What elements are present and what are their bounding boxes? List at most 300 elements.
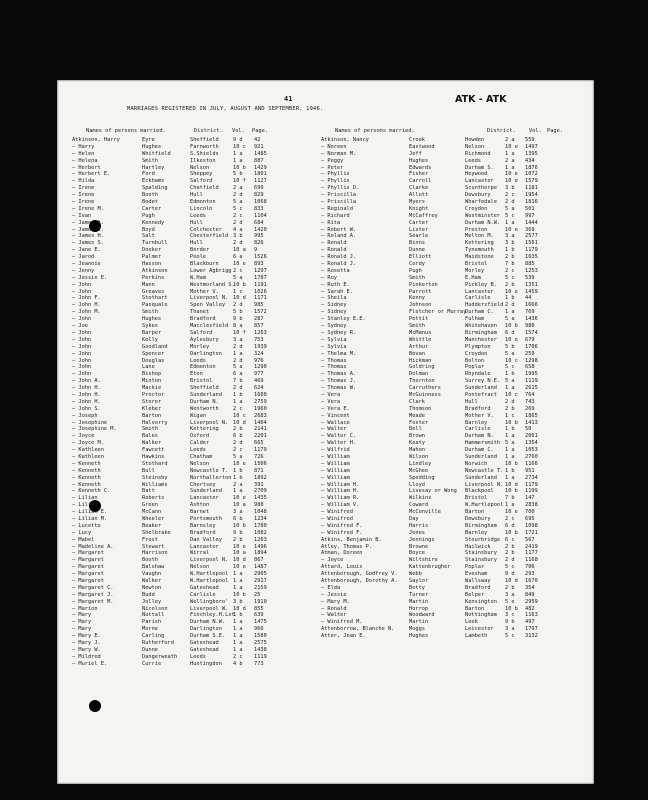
- entry-page: 147: [525, 495, 535, 502]
- entry-name: — John H.: [72, 391, 101, 398]
- register-entry: [321, 302, 589, 309]
- entry-district: Kettering: [465, 240, 494, 247]
- entry-page: 1072: [525, 171, 538, 178]
- entry-volume: 10 a: [233, 247, 246, 254]
- entry-name: — Jarod: [72, 254, 95, 261]
- entry-page: 497: [525, 619, 535, 626]
- register-entry: [72, 295, 317, 302]
- entry-district: Ashton: [190, 502, 210, 509]
- entry-volume: 3 b: [233, 598, 243, 605]
- entry-volume: 10 b: [505, 323, 518, 330]
- entry-district: Leek: [465, 619, 478, 626]
- entry-page: 482: [525, 605, 535, 612]
- entry-spouse-surname: Parrott: [409, 288, 432, 295]
- entry-name: — Herbert: [72, 164, 101, 171]
- register-entry: [72, 337, 317, 344]
- entry-spouse-surname: Thornton: [409, 378, 435, 385]
- register-entry: [72, 468, 317, 475]
- register-entry: [321, 454, 589, 461]
- entry-page: 1572: [254, 309, 267, 316]
- entry-spouse-surname: Kenny: [409, 295, 425, 302]
- entry-volume: 10 e: [233, 495, 246, 502]
- entry-spouse-surname: Coward: [409, 502, 429, 509]
- register-entry: [72, 495, 317, 502]
- register-entry: [72, 364, 317, 371]
- entry-spouse-surname: Smith: [142, 309, 158, 316]
- entry-page: 1234: [254, 515, 267, 522]
- entry-spouse-surname: Fisher: [409, 171, 429, 178]
- entry-page: 2760: [525, 453, 538, 460]
- entry-district: Finchley.H.Lst: [190, 612, 235, 619]
- entry-spouse-surname: Booth: [142, 192, 158, 199]
- entry-district: Huddersfield: [465, 302, 504, 309]
- entry-spouse-surname: Bull: [142, 467, 155, 474]
- right-column: [321, 128, 589, 640]
- entry-district: Northallerton: [190, 474, 232, 481]
- entry-page: 1053: [525, 447, 538, 454]
- entry-district: Wigan: [190, 412, 206, 419]
- entry-volume: 5 a: [233, 364, 243, 371]
- entry-spouse-surname: Beaker: [142, 522, 162, 529]
- entry-page: 2683: [254, 412, 267, 419]
- entry-name: — Sheila: [321, 295, 347, 302]
- entry-district: Ilkeston: [190, 157, 216, 164]
- entry-spouse-surname: Williams: [142, 481, 168, 488]
- entry-page: 1435: [254, 495, 267, 502]
- entry-spouse-surname: Halvorry: [142, 419, 168, 426]
- entry-volume: 1 a: [233, 584, 243, 591]
- entry-page: 764: [525, 391, 535, 398]
- entry-volume: 1 a: [505, 502, 515, 509]
- entry-name: — Sylvia: [321, 343, 347, 350]
- register-entry: [72, 523, 317, 530]
- entry-district: Durham N.: [190, 398, 219, 405]
- entry-name: — Mary M.: [321, 598, 350, 605]
- register-entry: [321, 633, 589, 640]
- entry-volume: 10 b: [505, 488, 518, 495]
- entry-district: Sunderland: [465, 453, 497, 460]
- entry-district: Durham S.: [465, 164, 494, 171]
- entry-volume: 1 a: [233, 626, 243, 633]
- register-entry: [72, 213, 317, 220]
- register-entry: [72, 330, 317, 337]
- entry-district: Hull: [190, 219, 203, 226]
- entry-volume: 6 d: [505, 329, 515, 336]
- entry-spouse-surname: Smith: [409, 274, 425, 281]
- entry-page: 50: [525, 426, 532, 433]
- register-entry: [321, 592, 589, 599]
- entry-volume: 10 e: [233, 261, 246, 268]
- entry-volume: 1 b: [233, 391, 243, 398]
- entry-district: Calder: [190, 440, 210, 447]
- entry-page: 985: [254, 302, 264, 309]
- entry-district: Sunderland: [465, 385, 497, 392]
- register-entry: [321, 619, 589, 626]
- entry-district: Bolton: [465, 357, 485, 364]
- register-entry: [321, 282, 589, 289]
- register-entry: [72, 247, 317, 254]
- entry-spouse-surname: Minton: [142, 378, 162, 385]
- entry-district: Barnley: [465, 419, 488, 426]
- entry-district: Spen Valley: [190, 302, 226, 309]
- entry-name: — Muriel E.: [72, 660, 108, 667]
- entry-page: 976: [254, 357, 264, 364]
- entry-spouse-surname: Frost: [142, 536, 158, 543]
- entry-name: — Margaret C.: [72, 584, 114, 591]
- entry-name: — Kenneth: [72, 474, 101, 481]
- entry-name: — Jenny: [72, 267, 95, 274]
- entry-page: 1191: [254, 281, 267, 288]
- entry-spouse-surname: Bales: [142, 433, 158, 440]
- entry-spouse-surname: Hickman: [409, 357, 432, 364]
- entry-district: Barton: [465, 605, 485, 612]
- entry-spouse-surname: Jones: [409, 529, 425, 536]
- register-entry: [321, 316, 589, 323]
- entry-spouse-surname: Spalding: [142, 185, 168, 192]
- register-entry: [321, 254, 589, 261]
- entry-district: Manchester: [465, 336, 497, 343]
- entry-district: Plympton: [465, 343, 491, 350]
- entry-spouse-surname: Livesay or Wong: [409, 488, 457, 495]
- entry-volume: 2 a: [505, 137, 515, 143]
- register-entry: [72, 564, 317, 571]
- entry-page: 1048: [254, 509, 267, 516]
- register-entry: [321, 509, 589, 516]
- entry-volume: 10 b: [505, 419, 518, 426]
- entry-spouse-surname: Stothard: [142, 460, 168, 467]
- entry-page: 1179: [254, 447, 267, 454]
- entry-spouse-surname: Clarke: [409, 185, 429, 192]
- entry-volume: 1 a: [233, 571, 243, 578]
- entry-name: — Walter C.: [321, 433, 357, 440]
- entry-volume: 10 c: [233, 412, 246, 419]
- entry-district: Chatfield: [190, 185, 219, 192]
- register-entry: [72, 606, 317, 613]
- entry-page: 2759: [254, 398, 267, 405]
- entry-district: Mother V.: [465, 412, 494, 419]
- entry-spouse-surname: Barton: [142, 412, 162, 419]
- entry-volume: 5 a: [505, 316, 515, 323]
- entry-volume: 2 d: [233, 240, 243, 247]
- entry-name: — Helena: [72, 157, 98, 164]
- entry-volume: 3 b: [505, 240, 515, 247]
- entry-page: 658: [525, 364, 535, 371]
- entry-spouse-surname: Salt: [142, 233, 155, 240]
- entry-district: Leeds: [190, 357, 206, 364]
- entry-volume: 2 d: [233, 343, 243, 350]
- entry-page: 287: [254, 316, 264, 323]
- entry-spouse-surname: Dunne: [142, 646, 158, 653]
- entry-name: — Marion: [72, 605, 98, 612]
- register-entry: [72, 358, 317, 365]
- entry-district: Hammersmith: [465, 440, 501, 447]
- register-entry: [72, 488, 317, 495]
- entry-volume: 1 c: [505, 412, 515, 419]
- entry-volume: 10 d: [505, 578, 518, 584]
- entry-volume: 3 a: [233, 509, 243, 516]
- entry-page: 679: [525, 336, 535, 343]
- entry-name: — Ruth E.: [321, 281, 350, 288]
- entry-volume: 10 e: [233, 543, 246, 550]
- entry-district: Newcastle T.: [190, 467, 229, 474]
- register-entry: [321, 468, 589, 475]
- entry-name: — John: [72, 371, 92, 378]
- entry-name: — Peggy: [321, 157, 344, 164]
- entry-volume: 2 d: [233, 192, 243, 199]
- entry-volume: 10 e: [505, 226, 518, 233]
- entry-district: Surrey N.E.: [465, 378, 501, 385]
- entry-name: — John F.: [72, 295, 101, 302]
- entry-name: — Mary: [72, 626, 92, 633]
- entry-spouse-surname: Pinkerton: [409, 281, 438, 288]
- header-page: Page.: [547, 128, 563, 134]
- entry-name: — Madeline A.: [72, 543, 114, 550]
- entry-page: 1298: [525, 357, 538, 364]
- entry-spouse-surname: Hawkins: [142, 453, 165, 460]
- column-headers: [321, 128, 589, 137]
- entry-district: Liverpool N.: [190, 557, 229, 564]
- entry-spouse-surname: Wilson: [409, 453, 429, 460]
- entry-district: Kensington: [465, 598, 497, 605]
- entry-spouse-surname: Storer: [142, 398, 162, 405]
- entry-spouse-surname: Turner: [409, 591, 429, 598]
- entry-district: Poplar: [465, 364, 485, 371]
- entry-volume: 1 b: [505, 295, 515, 302]
- entry-page: 1166: [525, 460, 538, 467]
- entry-page: 1297: [254, 267, 267, 274]
- register-entry: [72, 537, 317, 544]
- entry-spouse-surname: Budd: [142, 591, 155, 598]
- register-entry: [72, 420, 317, 427]
- entry-spouse-surname: Dooker: [142, 247, 162, 254]
- register-entry: [72, 626, 317, 633]
- entry-district: Pontefract: [465, 391, 497, 398]
- entry-spouse-surname: Lister: [409, 226, 429, 233]
- entry-page: 269: [525, 405, 535, 412]
- entry-volume: 2 b: [505, 405, 515, 412]
- entry-page: 773: [254, 660, 264, 667]
- entry-page: 966: [254, 626, 264, 633]
- entry-page: 391: [254, 481, 264, 488]
- entry-district: Gateshead: [190, 646, 219, 653]
- entry-volume: 6 d: [505, 522, 515, 529]
- entry-name: — Stanley E.E.: [321, 316, 366, 323]
- entry-page: 706: [525, 564, 535, 571]
- entry-volume: 4 b: [233, 660, 243, 667]
- entry-page: 639: [254, 612, 264, 619]
- entry-page: 887: [254, 157, 264, 164]
- register-entry: [72, 165, 317, 172]
- entry-spouse-surname: Wheeler: [142, 515, 165, 522]
- entry-spouse-surname: Barper: [142, 329, 162, 336]
- entry-name: — Vera: [321, 391, 341, 398]
- entry-volume: 10 d: [505, 481, 518, 488]
- entry-spouse-surname: Green: [142, 502, 158, 509]
- entry-volume: 10 d: [233, 557, 246, 564]
- entry-volume: 5 a: [233, 453, 243, 460]
- entry-page: 1163: [525, 612, 538, 619]
- entry-volume: 10 b: [505, 605, 518, 612]
- entry-volume: 5 c: [233, 205, 243, 212]
- entry-page: 885: [525, 261, 535, 268]
- entry-volume: 5 a: [505, 205, 515, 212]
- entry-spouse-surname: Fawcett: [142, 447, 165, 454]
- entry-name: — Ronald: [321, 240, 347, 247]
- entry-name: Atkinson, Nancy: [321, 137, 369, 143]
- entry-spouse-surname: Vaughn: [142, 571, 162, 578]
- entry-volume: 1 a: [233, 350, 243, 357]
- entry-page: 1177: [525, 550, 538, 557]
- entry-name: — Lilian E.: [72, 509, 108, 516]
- header-district: District.: [487, 128, 516, 134]
- entry-page: 826: [254, 240, 264, 247]
- entry-page: 753: [254, 336, 264, 343]
- entry-page: 1635: [525, 254, 538, 261]
- entry-district: Morley: [465, 267, 485, 274]
- register-entry: [321, 385, 589, 392]
- entry-page: 293: [525, 571, 535, 578]
- entry-district: Nelson: [465, 143, 485, 150]
- entry-volume: 10 b: [505, 529, 518, 536]
- entry-page: 1082: [254, 529, 267, 536]
- register-entry: [321, 206, 589, 213]
- register-entry: [72, 192, 317, 199]
- entry-page: 1497: [525, 143, 538, 150]
- entry-volume: 5 b: [233, 171, 243, 178]
- entry-spouse-surname: Proctor: [142, 391, 165, 398]
- entry-volume: 10 b: [505, 460, 518, 467]
- entry-page: 665: [254, 440, 264, 447]
- entry-district: Durham N.: [465, 433, 494, 440]
- entry-name: — Ronald J.: [321, 261, 357, 268]
- entry-name: — Ivan: [72, 212, 92, 219]
- entry-volume: 1 a: [505, 385, 515, 392]
- entry-name: — Lucy: [72, 529, 92, 536]
- entry-spouse-surname: Ford: [142, 171, 155, 178]
- register-entry: [321, 330, 589, 337]
- entry-spouse-surname: Eyre: [142, 137, 155, 143]
- entry-name: — John A.: [72, 378, 101, 385]
- entry-name: Atter, Joan E.: [321, 633, 366, 640]
- entry-volume: 3 b: [505, 185, 515, 192]
- entry-spouse-surname: Hughes: [409, 633, 429, 640]
- register-entry: [72, 261, 317, 268]
- register-entry: [321, 413, 589, 420]
- entry-volume: 10 f: [233, 178, 246, 185]
- entry-volume: 7 b: [233, 378, 243, 385]
- entry-volume: 1 b: [505, 426, 515, 433]
- entry-page: 1199: [525, 488, 538, 495]
- entry-page: 559: [525, 137, 535, 143]
- entry-spouse-surname: Searle: [409, 233, 429, 240]
- entry-district: Nelson: [190, 164, 210, 171]
- entry-spouse-surname: Nuttall: [142, 612, 165, 619]
- register-entry: [72, 426, 317, 433]
- entry-page: 1801: [254, 171, 267, 178]
- entry-name: — Mildred: [72, 653, 101, 660]
- register-entry: [321, 502, 589, 509]
- entry-name: — Mary: [72, 619, 92, 626]
- entry-spouse-surname: Smith: [142, 426, 158, 433]
- entry-spouse-surname: Thomson: [409, 405, 432, 412]
- entry-page: 1420: [254, 226, 267, 233]
- entry-district: Carlisle: [465, 426, 491, 433]
- entry-spouse-surname: Webb: [409, 571, 422, 578]
- entry-page: 1865: [525, 412, 538, 419]
- entry-page: 855: [254, 605, 264, 612]
- entry-spouse-surname: Smith: [142, 157, 158, 164]
- register-entry: [321, 289, 589, 296]
- handwritten-index-stamp: ATK - ATK: [455, 94, 507, 105]
- entry-name: — William: [321, 467, 350, 474]
- entry-spouse-surname: Hasson: [142, 261, 162, 268]
- entry-volume: 2 a: [233, 185, 243, 192]
- entry-page: 684: [254, 219, 264, 226]
- entry-page: 1181: [525, 185, 538, 192]
- entry-page: 893: [254, 261, 264, 268]
- entry-page: 2419: [525, 543, 538, 550]
- entry-page: 1171: [254, 295, 267, 302]
- entry-page: 2577: [525, 233, 538, 240]
- entry-district: Westmorland S.: [190, 281, 235, 288]
- entry-spouse-surname: Martin: [409, 619, 429, 626]
- register-entry: [321, 585, 589, 592]
- entry-name: — William: [321, 474, 350, 481]
- entry-spouse-surname: Rutherford: [142, 640, 174, 647]
- header-names: Names of persons married.: [335, 128, 415, 134]
- entry-district: Chesterfield: [190, 233, 229, 240]
- entry-name: — Winifred M.: [321, 619, 363, 626]
- entry-page: 1444: [525, 219, 538, 226]
- entry-district: Norwich: [465, 460, 488, 467]
- register-entry: [321, 426, 589, 433]
- register-entry: [321, 488, 589, 495]
- entry-spouse-surname: Harrison: [142, 550, 168, 557]
- entry-spouse-surname: Turnbull: [142, 240, 168, 247]
- entry-spouse-surname: Parish: [142, 619, 162, 626]
- entry-spouse-surname: Goodland: [142, 343, 168, 350]
- entry-district: Bradford: [465, 584, 491, 591]
- entry-page: 1721: [525, 529, 538, 536]
- register-entry: [72, 406, 317, 413]
- entry-page: 1706: [525, 343, 538, 350]
- entry-district: Melton M.: [465, 233, 494, 240]
- entry-name: — William R.: [321, 495, 360, 502]
- entry-volume: 2 b: [505, 543, 515, 550]
- entry-name: — Margaret: [72, 557, 104, 564]
- entry-district: Chertsey: [190, 481, 216, 488]
- entry-name: — Helen: [72, 150, 95, 157]
- register-entry: [72, 516, 317, 523]
- entry-volume: 10 e: [505, 178, 518, 185]
- entry-district: Stainsbury: [465, 550, 497, 557]
- entry-district: Croydon: [465, 350, 488, 357]
- entry-name: — Noreen: [321, 143, 347, 150]
- entry-volume: 9 d: [233, 137, 243, 143]
- entry-page: 624: [254, 385, 264, 392]
- register-entry: [72, 185, 317, 192]
- entry-volume: 2 d: [505, 557, 515, 564]
- entry-volume: 1 a: [233, 633, 243, 640]
- entry-district: Dewsbury: [465, 192, 491, 199]
- entry-page: 743: [525, 398, 535, 405]
- entry-name: — Priscilla: [321, 192, 357, 199]
- register-entry: [321, 516, 589, 523]
- entry-spouse-surname: Stothart: [142, 295, 168, 302]
- entry-volume: 1 a: [233, 398, 243, 405]
- entry-name: — Sydney R.: [321, 329, 357, 336]
- entry-volume: 10 a: [233, 502, 246, 509]
